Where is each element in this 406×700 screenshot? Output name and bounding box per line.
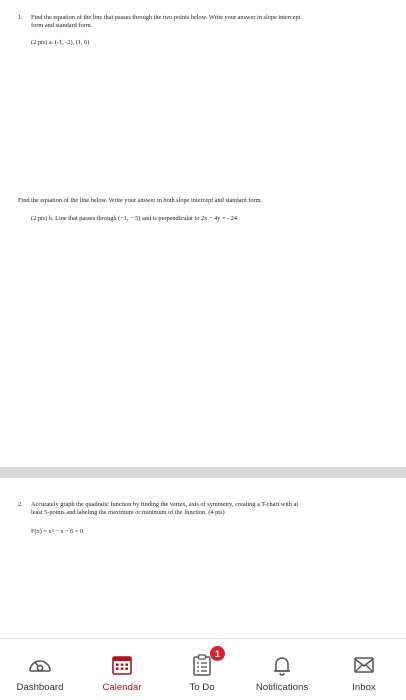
q2-function: F(x) = x² − x − 6 = 0 bbox=[31, 528, 84, 535]
q2-prompt-line2: least 5-points and labeling the maximum or minimum of the function. (4 pts) bbox=[31, 509, 225, 516]
tab-inbox-label: Inbox bbox=[352, 682, 376, 693]
tab-todo-label: To Do bbox=[189, 682, 215, 693]
tab-inbox[interactable] bbox=[332, 639, 396, 700]
bottom-tab-bar bbox=[0, 638, 406, 700]
q1-number: 1. bbox=[18, 14, 23, 21]
inbox-icon bbox=[350, 652, 378, 678]
todo-badge: 1 bbox=[210, 646, 225, 661]
q1b-prompt: Find the equation of the line below. Write your answer in both slope intercept and standard form. bbox=[18, 197, 263, 204]
tab-todo[interactable] bbox=[170, 639, 234, 700]
tab-dashboard-label: Dashboard bbox=[16, 682, 64, 693]
page-separator bbox=[0, 467, 406, 478]
tab-notifications[interactable] bbox=[245, 639, 319, 700]
q1b-part-b: (2 pts) b. Line that passes through (−1, − 5) and is perpendicular to 2x − 4y = - 24 bbox=[31, 215, 238, 222]
tab-notifications-label: Notifications bbox=[255, 682, 309, 693]
dashboard-icon bbox=[26, 652, 54, 678]
q1-part-a: (2 pts) a. (-1, -2), (1, 6) bbox=[31, 39, 90, 46]
calendar-icon bbox=[108, 652, 136, 678]
q2-prompt-line1: Accurately graph the quadratic function by finding the vertex, axis of symmetry, creating a T-chart with at bbox=[31, 501, 299, 508]
tab-calendar[interactable] bbox=[90, 639, 154, 700]
tab-calendar-label: Calendar bbox=[102, 682, 142, 693]
q2-number: 2. bbox=[18, 501, 23, 508]
q1-prompt-line1: Find the equation of the line that passes through the two points below. Write your answer in slope intercept bbox=[31, 14, 301, 21]
tab-dashboard[interactable] bbox=[8, 639, 72, 700]
q1-prompt-line2: form and standard form. bbox=[31, 22, 93, 29]
bell-icon bbox=[268, 652, 296, 678]
todo-icon bbox=[188, 648, 220, 678]
